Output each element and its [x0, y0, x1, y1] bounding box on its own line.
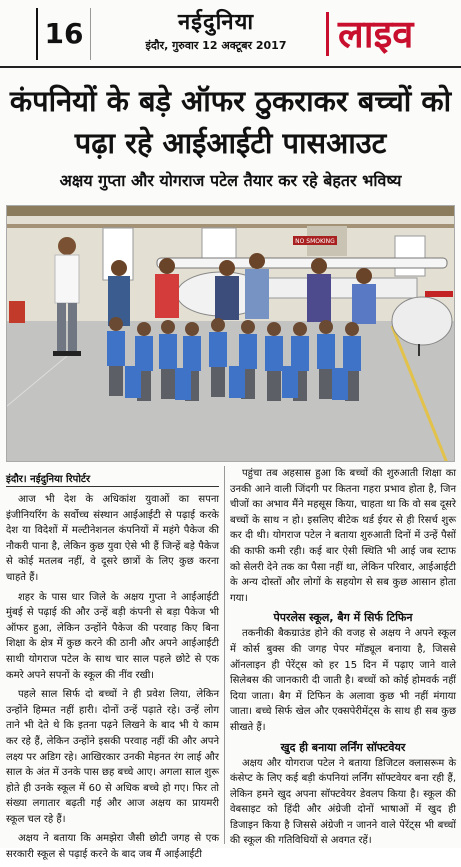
subheading: पेपरलेस स्कूल, बैग में सिर्फ टिफिन [273, 611, 413, 625]
masthead [36, 8, 454, 60]
dateline: इंदौर, गुरुवार 12 अक्टूबर 2017 [145, 39, 287, 52]
newspaper-name: नईदुनिया [177, 10, 255, 35]
no-smoking-sign: NO SMOKING [295, 238, 335, 245]
headline: कंपनियों के बड़े ऑफर ठुकराकर बच्चों को पढ़ा रहे आईआईटी पासआउट [9, 84, 452, 160]
body-paragraph: पहुंचा तब अहसास हुआ कि बच्चों की शुरुआती शिक्षा का उनकी आने वाली जिंदगी पर कितना गहरा प्रभाव होता है, जिन चीजों का अभाव मैंने महसूस किया, चाहता था कि वो सब दूसरे बच्चों के साथ न हो। इसलिए बीटेक थर्ड ईयर से ही रिसर्च शुरू कर दी थी। योगराज पटेल ने बताया शुरुआती दिनों में उन्हें पैसों की काफी कमी रही। कई बार ऐसी स्थिति भी आई जब स्टाफ को सेलरी देने तक का पैसा नहीं था, लेकिन परिवार, आईआईटी के अन्य दोस्तों और लोगों के सहयोग से सब कुछ आसान होता गया। [230, 468, 456, 604]
byline: इंदौर। नईदुनिया रिपोर्टर [6, 474, 91, 485]
news-photo [6, 205, 455, 462]
article-column-right [230, 466, 456, 853]
column-divider [224, 466, 225, 844]
body-paragraph: अक्षय ने बताया कि अमझेरा जैसी छोटी जगह से एक सरकारी स्कूल से पढ़ाई करने के बाद जब मैं आईआईटी [6, 833, 219, 861]
body-paragraph: तकनीकी बैकग्राउंड होने की वजह से अक्षय ने अपने स्कूल में कोर्स बुक्स की जगह पेपर मॉड्यूल बनाया है, जिससे ऑनलाइन ही पेरेंट्स को हर 15 दिन में पढ़ाए जाने वाले सिलेबस की जानकारी दी जाती है। बच्चों को कोई होमवर्क नहीं दिया जाता। बैग में टिफिन के अलावा कुछ भी नहीं मंगाया जाता। बच्चे सिर्फ खेल और एक्सपेरीमेंट्स के साथ ही सब कुछ सीखते हैं। [230, 628, 456, 733]
masthead-rule [0, 66, 461, 68]
body-paragraph: आज भी देश के अधिकांश युवाओं का सपना इंजीनियरिंग के सर्वोच्च संस्थान आईआईटी से पढ़ाई करके देश या विदेशों में मल्टीनेशनल कंपनियों में महंगे पैकेज की नौकरी पाना है, लेकिन कुछ युवा ऐसे भी हैं जिन्हें बड़े पैकेज से कोई मतलब नहीं, वे दूसरे छात्रों के लिए कुछ करना चाहते हैं। [6, 494, 219, 583]
section-title: लाइव [338, 12, 414, 56]
page-number: 16 [36, 8, 91, 60]
subheadline: अक्षय गुप्ता और योगराज पटेल तैयार कर रहे बेहतर भविष्य [59, 171, 402, 190]
body-paragraph: पहले साल सिर्फ दो बच्चों ने ही प्रवेश लिया, लेकिन उन्होंने हिम्मत नहीं हारी। दोनों उन्हें पढ़ाते रहे। उन्हें लोग ताने भी देते थे कि इतना पढ़ने लिखने के बाद भी ये काम कर रहे हैं, लेकिन उन्होंने इसकी परवाह नहीं की और अपने लक्ष्य पर अडिग रहे। आखिरकार उनकी मेहनत रंग लाई और साल के अंत में उनके पास छह बच्चे आए। अगला साल शुरू होते ही उनके स्कूल में 60 से अधिक बच्चे हो गए। फिर तो संख्या लगातार बढ़ती गई और आज अक्षय का प्रायमरी स्कूल चल रहे हैं। [6, 689, 219, 825]
subheading: खुद ही बनाया लर्निंग सॉफ्टवेयर [280, 740, 406, 754]
byline-rule [6, 486, 219, 487]
photo-illustration [7, 206, 455, 462]
body-paragraph: शहर के पास धार जिले के अक्षय गुप्ता ने आईआईटी मुंबई से पढ़ाई की और उन्हें बड़ी कंपनी से बड़ा पैकेज भी ऑफर हुआ, लेकिन उन्होंने पैकेज की परवाह किए बिना शिक्षा के क्षेत्र में कुछ करने की ठानी और अपने आईआईटी साथी योगराज पटेल के साथ चार साल पहले छोटे से एक कमरे अपने सपनों के स्कूल की नींव रखी। [6, 591, 219, 681]
body-paragraph: अक्षय और योगराज पटेल ने बताया डिजिटल क्लासरूम के कंसेप्ट के लिए कई बड़ी कंपनियां लर्निंग सॉफ्टवेयर बना रही हैं, लेकिन हमने खुद अपना सॉफ्टवेयर डेवलप किया है। स्कूल की वेबसाइट को हिंदी और अंग्रेजी दोनों भाषाओं में खुद ही डिजाइन किया है जिससे अंग्रेजी न जानने वाले पेरेंट्स भी बच्चों की स्कूल की गतिविधियों से अवगत रहें। [230, 757, 456, 847]
masthead-divider [326, 12, 329, 56]
newspaper-brand [126, 8, 306, 60]
article-column-left [6, 492, 219, 867]
